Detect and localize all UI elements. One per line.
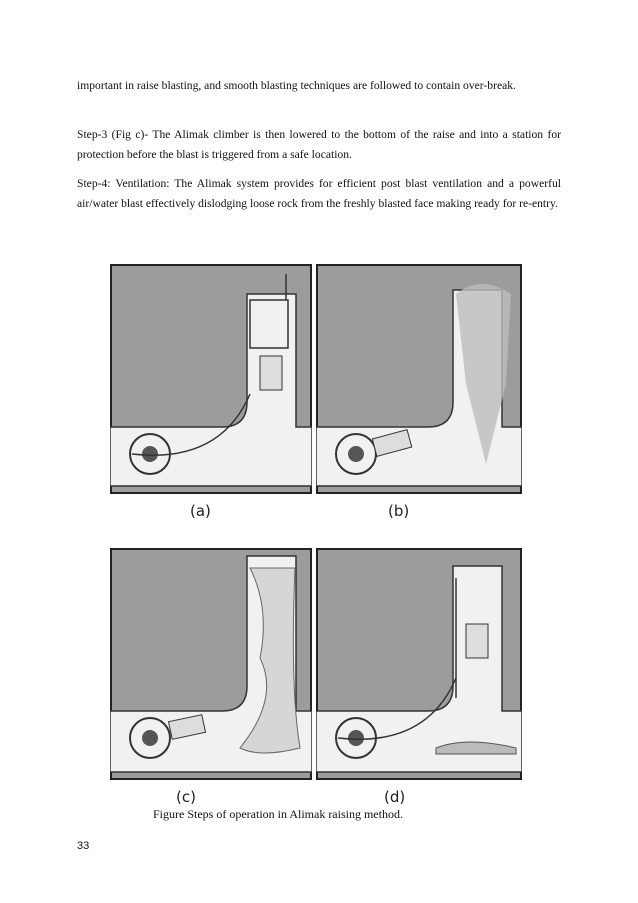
figure-panel-a [110, 264, 312, 520]
paragraph-step-4: Step-4: Ventilation: The Alimak system provides for efficient post blast ventilation and a powerful air/water blast effectively dislodging loose rock from the freshly blasted face making ready for re-entry. [77, 177, 561, 210]
panel-label-c: (c) [176, 788, 196, 806]
figure-panel-b [316, 264, 522, 520]
panel-label-a: (a) [190, 502, 211, 520]
paragraph-raise-blasting: important in raise blasting, and smooth blasting techniques are followed to contain over-break. [77, 79, 516, 92]
panel-d-illustration [316, 548, 522, 780]
panel-label-d: (d) [384, 788, 406, 806]
panel-b-illustration [316, 264, 522, 494]
figure-panel-d [316, 548, 522, 806]
figure-caption: Figure Steps of operation in Alimak raising method. [153, 807, 403, 821]
panel-label-b: (b) [388, 502, 410, 520]
panel-a-illustration [110, 264, 312, 494]
figure-panel-c [110, 548, 312, 806]
page-number: 33 [77, 840, 90, 852]
paragraph-step-3: Step-3 (Fig c)- The Alimak climber is then lowered to the bottom of the raise and into a station for protection before the blast is triggered from a safe location. [77, 128, 561, 161]
panel-c-illustration [110, 548, 312, 780]
